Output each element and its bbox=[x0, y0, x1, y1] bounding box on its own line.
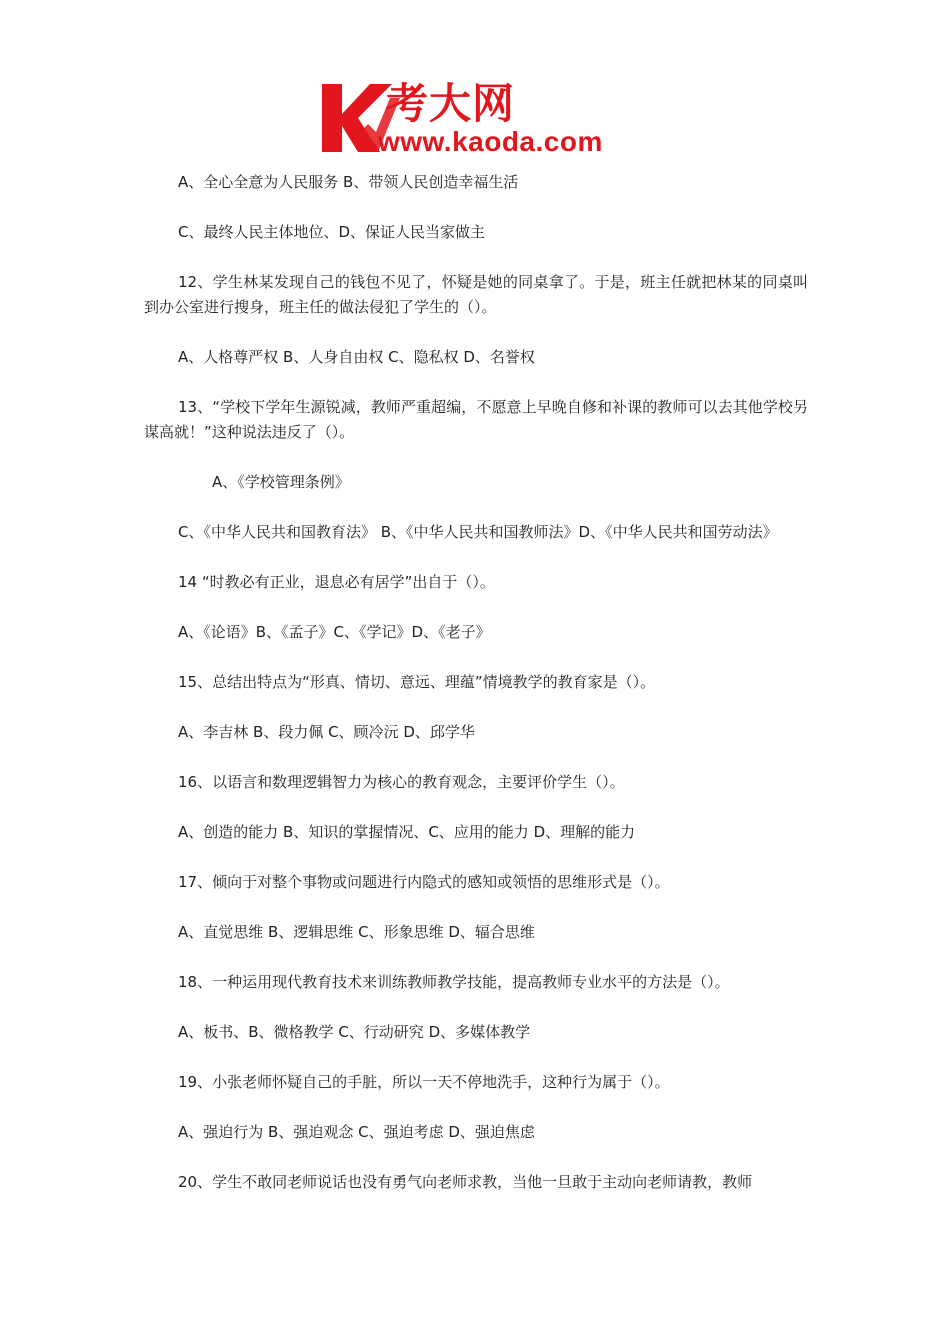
kaoda-logo bbox=[318, 80, 648, 160]
question-20: 20、学生不敢同老师说话也没有勇气向老师求教，当他一旦敢于主动向老师请教，教师 bbox=[178, 1173, 753, 1191]
option-line: A、全心全意为人民服务 B、带领人民创造幸福生活 bbox=[178, 173, 519, 191]
option-line: A、《论语》B、《孟子》C、《学记》D、《老子》 bbox=[178, 623, 491, 641]
logo-chinese-text: 考大网 bbox=[386, 79, 516, 128]
option-line: A、创造的能力 B、知识的掌握情况、C、应用的能力 D、理解的能力 bbox=[178, 823, 636, 841]
question-13: 13、“学校下学年生源锐减，教师严重超编，不愿意上早晚自修和补课的教师可以去其他学校另谋高就！”这种说法违反了（）。 bbox=[144, 398, 808, 441]
question-14: 14 “时教必有正业，退息必有居学”出自于（）。 bbox=[178, 573, 495, 591]
question-12: 12、学生林某发现自己的钱包不见了，怀疑是她的同桌拿了。于是，班主任就把林某的同桌叫到办公室进行搜身，班主任的做法侵犯了学生的（）。 bbox=[144, 273, 808, 316]
question-15: 15、总结出特点为“形真、情切、意远、理蕴”情境教学的教育家是（）。 bbox=[178, 673, 656, 691]
option-line: A、《学校管理条例》 bbox=[212, 473, 350, 491]
option-line: A、板书、B、微格教学 C、行动研究 D、多媒体教学 bbox=[178, 1023, 531, 1041]
option-line: C、最终人民主体地位、D、保证人民当家做主 bbox=[178, 223, 486, 241]
option-line: C、《中华人民共和国教育法》 B、《中华人民共和国教师法》D、《中华人民共和国劳动法》 bbox=[178, 523, 778, 541]
question-18: 18、一种运用现代教育技术来训练教师教学技能，提高教师专业水平的方法是（）。 bbox=[178, 973, 730, 991]
option-line: A、人格尊严权 B、人身自由权 C、隐私权 D、名誉权 bbox=[178, 348, 535, 366]
question-17: 17、倾向于对整个事物或问题进行内隐式的感知或领悟的思维形式是（）。 bbox=[178, 873, 670, 891]
option-line: A、强迫行为 B、强迫观念 C、强迫考虑 D、强迫焦虑 bbox=[178, 1123, 535, 1141]
logo-url-text: www.kaoda.com bbox=[378, 126, 603, 157]
document-body bbox=[144, 170, 808, 1195]
question-19: 19、小张老师怀疑自己的手脏，所以一天不停地洗手，这种行为属于（）。 bbox=[178, 1073, 670, 1091]
option-line: A、直觉思维 B、逻辑思维 C、形象思维 D、辐合思维 bbox=[178, 923, 535, 941]
question-16: 16、以语言和数理逻辑智力为核心的教育观念，主要评价学生（）。 bbox=[178, 773, 625, 791]
option-line: A、李吉林 B、段力佩 C、顾冷沅 D、邱学华 bbox=[178, 723, 475, 741]
